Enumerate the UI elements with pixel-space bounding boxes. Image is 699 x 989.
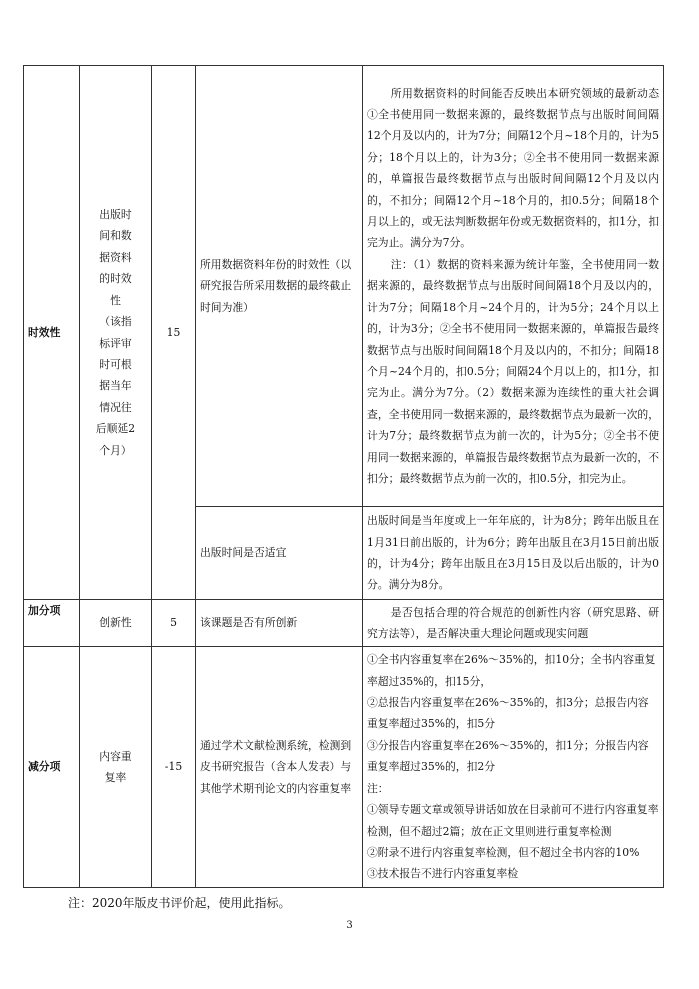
sub-item-duplication	[80, 647, 152, 888]
standard-innovation: 该课题是否有所创新	[196, 600, 363, 647]
sub-line: 性	[110, 293, 121, 307]
criteria-publication-time: 出版时间是当年度或上一年年底的，计为8分；跨年出版且在1月31日前出版的，计为6分；跨年出版且在3月15日前出版的，计为4分；跨年出版且在3月15日及以后出版的，计为0分。满分为8分。	[363, 507, 664, 600]
sub-line: （该指	[99, 315, 132, 329]
sub-item-timeliness	[80, 66, 152, 600]
sub-item-innovation: 创新性	[80, 600, 152, 647]
score-bonus: 5	[152, 600, 196, 647]
sub-line: 内容重	[99, 749, 132, 763]
criteria-note: 注：（1）数据的资料来源为统计年鉴，全书使用同一数据来源的，最终数据节点与出版时间间隔18个月及以内的，计为7分；间隔18个月~24个月的，计为5分；24个月以上的，计为3分；②全书不使用同一数据来源的，单篇报告最终数据节点与出版时间间隔18个月及以内的，不扣分；间隔18个月~24个月的，扣0.5分；间隔24个月以上的，扣1分，扣完为止。满分为7分。（2）数据来源为连续性的重大社会调查，全书使用同一数据来源的，最终数据节点为最新一次的，计为7分；最终数据节点为前一次的，计为5分；②全书不使用同一数据来源的，单篇报告最终数据节点为最新一次的，不扣分；最终数据节点为前一次的，扣0.5分，扣完为止。	[367, 257, 659, 485]
criteria-paragraph: 所用数据资料的时间能否反映出本研究领域的最新动态①全书使用同一数据来源的，最终数据节点与出版时间间隔12个月及以内的，计为7分；间隔12个月~18个月的，计为5分；18个月以上的，计为3分；②全书不使用同一数据来源的，单篇报告最终数据节点与出版时间间隔12个月及以内的，不扣分；间隔12个月~18个月的，扣0.5分；间隔18个月以上的，或无法判断数据年份或无数据资料的，扣1分，扣完为止。满分为7分。	[367, 86, 659, 250]
criteria-line: ②总报告内容重复率在26%～35%的，扣3分；总报告内容重复率超过35%的，扣5分	[367, 696, 649, 731]
criteria-innovation	[363, 600, 664, 647]
score-deduction: -15	[152, 647, 196, 888]
criteria-data-timeliness	[363, 66, 664, 507]
criteria-line: ②附录不进行内容重复率检测，但不超过全书内容的10%	[367, 845, 640, 859]
standard-data-timeliness: 所用数据资料年份的时效性（以研究报告所采用数据的最终截止时间为准）	[196, 66, 363, 507]
sub-line: 情况往	[99, 400, 132, 414]
sub-line: 出版时	[99, 208, 132, 222]
criteria-line: ①全书内容重复率在26%～35%的，扣10分；全书内容重复率超过35%的，扣15分，	[367, 653, 656, 688]
table-row	[24, 600, 664, 647]
sub-line: 的时效	[99, 272, 132, 286]
table-row	[24, 647, 664, 888]
sub-line: 复率	[104, 771, 127, 784]
page-number: 3	[346, 920, 353, 931]
sub-line: 个月）	[99, 443, 132, 457]
sub-line: 据当年	[99, 379, 132, 393]
category-timeliness: 时效性	[24, 66, 80, 600]
footnote: 注：2020年版皮书评价起，使用此指标。	[68, 896, 291, 910]
sub-line: 时可根	[99, 357, 132, 371]
criteria-duplication	[363, 647, 664, 888]
sub-line: 据资料	[99, 250, 132, 264]
category-bonus: 加分项	[24, 600, 80, 647]
category-deduction: 减分项	[24, 647, 80, 888]
standard-publication-time: 出版时间是否适宜	[196, 507, 363, 600]
criteria-line: ③技术报告不进行内容重复率检	[367, 867, 519, 881]
criteria-line: ①领导专题文章或领导讲话如放在目录前可不进行内容重复率检测，但不超过2篇；放在正文里则进行重复率检测	[367, 803, 659, 838]
score-timeliness: 15	[152, 66, 196, 600]
sub-line: 间和数	[99, 229, 132, 243]
table-row	[24, 66, 664, 507]
criteria-line: ③分报告内容重复率在26%～35%的，扣1分；分报告内容重复率超过35%的，扣2分	[367, 738, 649, 774]
criteria-line: 注：	[367, 781, 389, 795]
criteria-paragraph: 是否包括合理的符合规范的创新性内容（研究思路、研究方法等），是否解决重大理论问题或现实问题	[367, 605, 659, 640]
standard-duplication: 通过学术文献检测系统，检测到皮书研究报告（含本人发表）与其他学术期刊论文的内容重复率	[196, 647, 363, 888]
evaluation-table	[23, 65, 664, 888]
sub-line: 标评审	[99, 336, 132, 350]
sub-line: 后顺延2	[95, 422, 136, 436]
